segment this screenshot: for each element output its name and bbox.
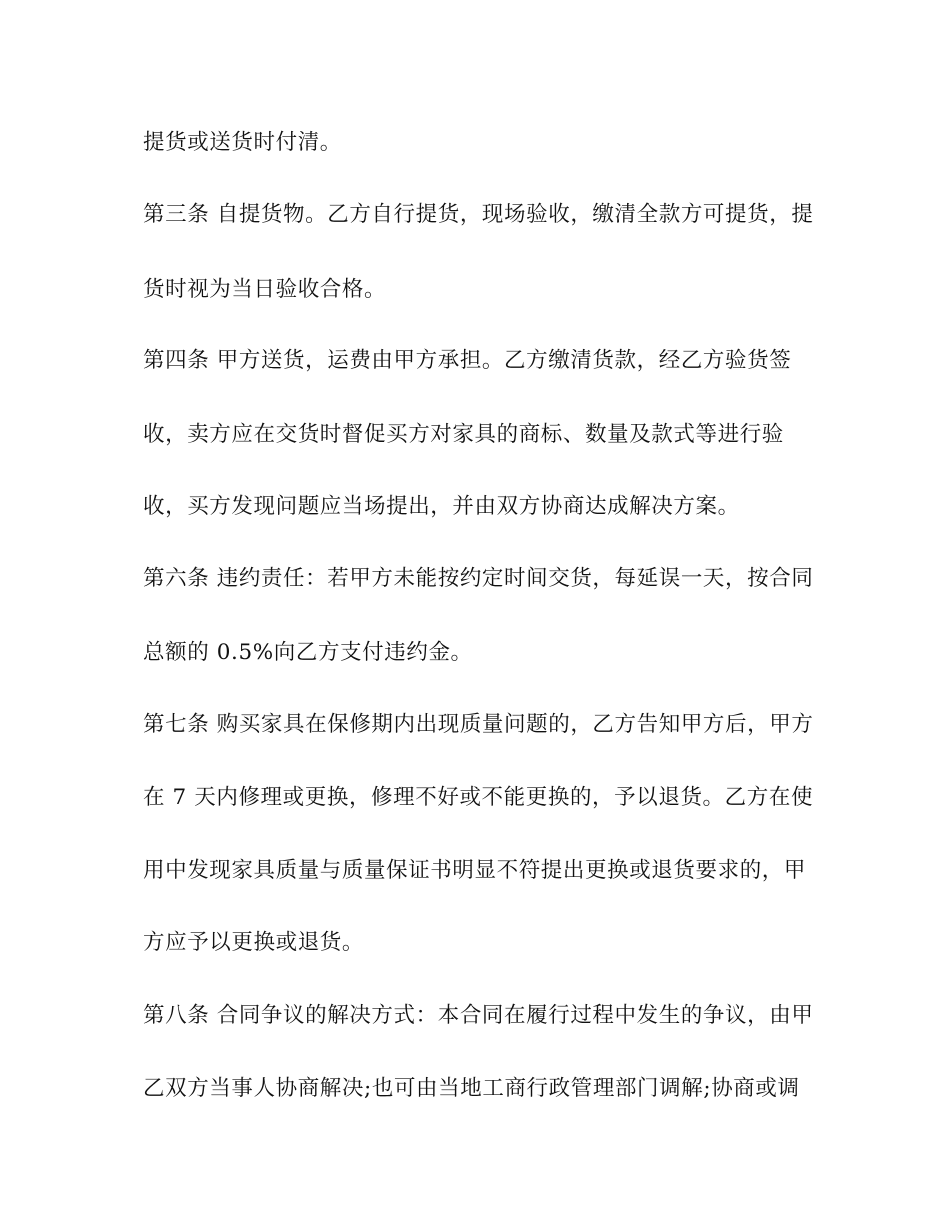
text-line: 用中发现家具质量与质量保证书明显不符提出更换或退货要求的，甲 [143, 858, 807, 883]
text-line: 第七条 购买家具在保修期内出现质量问题的，乙方告知甲方后，甲方 [143, 712, 814, 737]
text-line: 乙双方当事人协商解决;也可由当地工商行政管理部门调解;协商或调 [143, 1076, 800, 1101]
text-line: 第三条 自提货物。乙方自行提货，现场验收，缴清全款方可提货，提 [143, 202, 814, 227]
text-line: 收，卖方应在交货时督促买方对家具的商标、数量及款式等进行验 [143, 422, 784, 447]
text-line: 第八条 合同争议的解决方式：本合同在履行过程中发生的争议，由甲 [143, 1003, 814, 1028]
text-line: 方应予以更换或退货。 [143, 930, 365, 955]
text-line: 货时视为当日验收合格。 [143, 277, 387, 302]
text-line: 收，买方发现问题应当场提出，并由双方协商达成解决方案。 [143, 494, 740, 519]
text-line: 第四条 甲方送货，运费由甲方承担。乙方缴清货款，经乙方验货签 [143, 348, 792, 373]
text-line: 总额的 0.5%向乙方支付违约金。 [143, 640, 473, 665]
text-line: 第六条 违约责任：若甲方未能按约定时间交货，每延误一天，按合同 [143, 566, 814, 591]
text-line: 在 7 天内修理或更换，修理不好或不能更换的，予以退货。乙方在使 [143, 785, 814, 810]
text-line: 提货或送货时付清。 [143, 130, 342, 155]
